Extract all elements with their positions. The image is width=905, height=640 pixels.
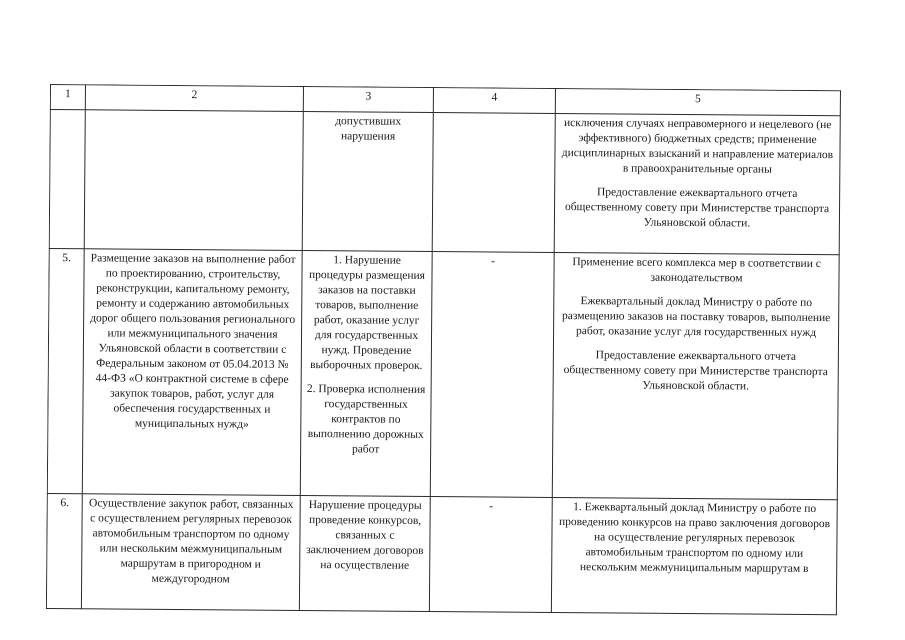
header-col-4: 4 [433,88,555,114]
cell-paragraph: 1. Ежеквартальный доклад Министру о работе по проведению конкурсов на право заключения договоров на осуществление регулярных перевозок автомобильным транспортом по одному или нескольким межмуниципальным маршрутам в [558,501,831,575]
header-col-1: 1 [50,85,85,110]
deadline-cell: - [430,252,554,498]
cell-paragraph: 1. Нарушение процедуры размещения заказов на поставки товаров, выполнение работ, оказание услуг для государственных нужд. Проведение выборочных проверок. [309,254,425,372]
cell-paragraph: исключения случаях неправомерного и нецелевого (не эффективного) бюджетных средств; применение дисциплинарных взысканий и направление материалов в правоохранительные органы [561,117,834,176]
measures-cell [551,497,837,614]
measures-cell [552,252,839,499]
cell-paragraph: Осуществление закупок работ, связанных с осуществлением регулярных перевозок автомобильным транспортом по одному или нескольким межмуниципальным маршрутам в пригородном и междугородном [89,497,294,586]
measures-table [46,84,841,615]
risk-cell [300,250,432,496]
cell-paragraph: Применение всего комплекса мер в соответствии с законодательством [572,256,821,285]
risk-cell [302,111,433,251]
activity-cell [84,110,303,251]
row-number [49,110,85,249]
header-col-3: 3 [303,86,433,112]
measures-cell [554,113,840,254]
risk-cell [299,495,430,611]
activity-cell [81,494,300,611]
table-row [46,493,837,614]
cell-paragraph: допустивших нарушения [335,115,402,143]
cell-paragraph: Предоставление ежеквартального отчета общественному совету при Министерстве транспорта Ульяновской области. [564,186,830,230]
table-row [49,110,840,255]
cell-paragraph: Размещение заказов на выполнение работ по проектированию, строительству, реконструкции, капитальному ремонту, ремонту и содержанию автомобильных дорог общего пользования регионального или межмуниципального значения Ульяновской области в соответствии с Федеральным законом от 05.04.2013 № 44-ФЗ «О контрактной системе в сфере закупок товаров, работ, услуг для обеспечения государственных и муниципальных нужд» [90,252,296,431]
cell-paragraph: Предоставление ежеквартального отчета общественному совету при Министерстве транспорта Ульяновской области. [563,349,828,393]
deadline-cell [432,113,555,253]
cell-paragraph: Ежеквартальный доклад Министру о работе по размещению заказов на поставку товаров, выполнение работ, оказание услуг для государственных нужд [562,295,831,340]
row-number: 6. [46,493,82,608]
cell-paragraph: 2. Проверка исполнения государственных контрактов по выполнению дорожных работ [306,383,426,456]
row-number: 5. [47,248,84,493]
activity-cell [82,249,302,496]
deadline-cell: - [429,496,552,612]
cell-paragraph: Нарушение процедуры проведение конкурсов, связанных с заключением договоров на осуществление [306,499,424,572]
header-col-5: 5 [555,88,840,115]
header-col-2: 2 [85,85,303,112]
document-page [46,84,848,630]
table-row [47,248,839,499]
